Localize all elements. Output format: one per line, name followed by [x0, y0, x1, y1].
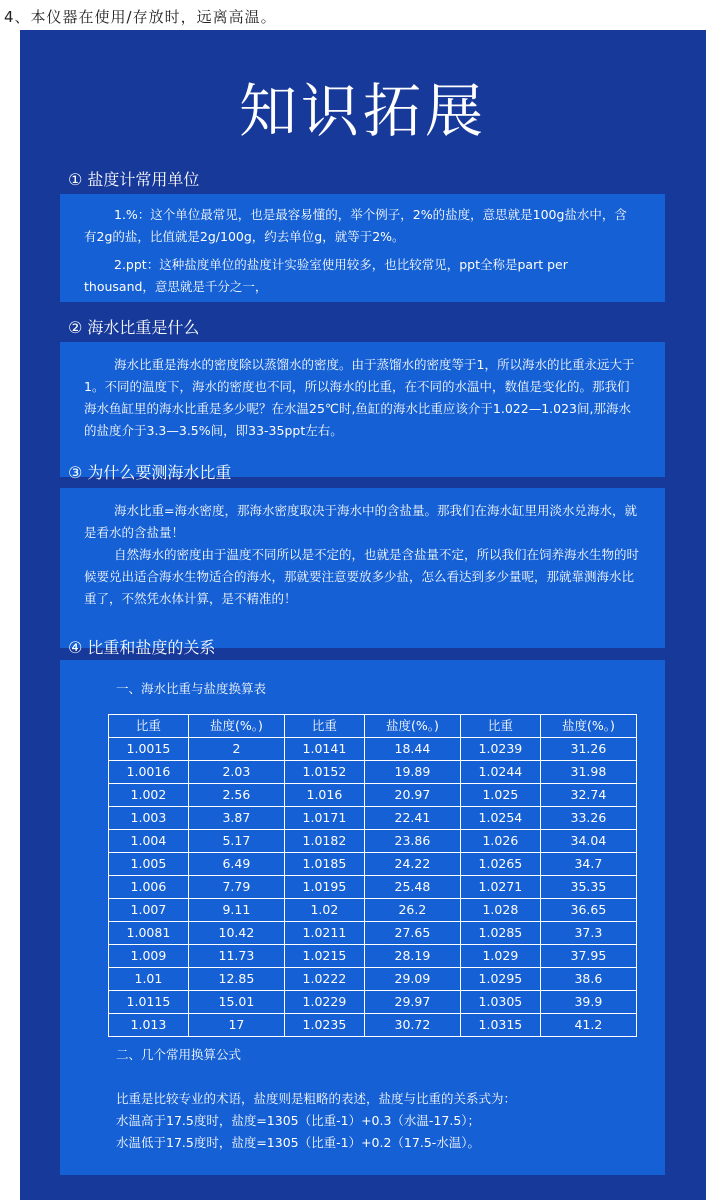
table-row — [109, 1014, 637, 1037]
table-cell: 33.26 — [540, 807, 636, 830]
table-cell: 34.7 — [540, 853, 636, 876]
table-cell: 1.02 — [284, 899, 364, 922]
table-cell: 1.0239 — [460, 738, 540, 761]
table-cell: 2.56 — [188, 784, 284, 807]
section-heading-units: ① 盐度计常用单位 — [68, 170, 200, 189]
formula-title: 二、几个常用换算公式 — [116, 1047, 242, 1062]
table-cell: 12.85 — [188, 968, 284, 991]
table-cell: 1.0081 — [109, 922, 189, 945]
table-cell: 1.005 — [109, 853, 189, 876]
table-cell: 1.029 — [460, 945, 540, 968]
table-row — [109, 899, 637, 922]
table-cell: 27.65 — [364, 922, 460, 945]
table-cell: 10.42 — [188, 922, 284, 945]
table-cell: 1.0115 — [109, 991, 189, 1014]
section-heading-specific-gravity: ② 海水比重是什么 — [68, 318, 200, 337]
table-cell: 22.41 — [364, 807, 460, 830]
section-box-relation — [60, 660, 665, 1175]
table-cell: 1.0285 — [460, 922, 540, 945]
table-header-cell: 比重 — [109, 715, 189, 738]
knowledge-panel — [20, 30, 706, 1200]
table-cell: 17 — [188, 1014, 284, 1037]
table-cell: 1.0254 — [460, 807, 540, 830]
table-cell: 1.026 — [460, 830, 540, 853]
table-cell: 1.0182 — [284, 830, 364, 853]
table-cell: 1.0016 — [109, 761, 189, 784]
table-cell: 1.006 — [109, 876, 189, 899]
table-cell: 15.01 — [188, 991, 284, 1014]
section-box-why-measure — [60, 488, 665, 648]
table-cell: 1.0015 — [109, 738, 189, 761]
table-cell: 1.0215 — [284, 945, 364, 968]
table-cell: 1.0305 — [460, 991, 540, 1014]
table-cell: 37.3 — [540, 922, 636, 945]
table-cell: 24.22 — [364, 853, 460, 876]
table-row — [109, 991, 637, 1014]
table-row — [109, 761, 637, 784]
table-cell: 1.0211 — [284, 922, 364, 945]
table-cell: 1.013 — [109, 1014, 189, 1037]
formula-line: 比重是比较专业的术语，盐度则是粗略的表述，盐度与比重的关系式为： — [116, 1091, 517, 1106]
table-cell: 35.35 — [540, 876, 636, 899]
table-cell: 30.72 — [364, 1014, 460, 1037]
table-cell: 1.01 — [109, 968, 189, 991]
table-header-cell: 盐度(%。) — [188, 715, 284, 738]
table-cell: 34.04 — [540, 830, 636, 853]
conversion-table — [108, 714, 637, 1037]
table-cell: 1.004 — [109, 830, 189, 853]
table-header-cell: 比重 — [284, 715, 364, 738]
table-row — [109, 968, 637, 991]
table-cell: 20.97 — [364, 784, 460, 807]
table-cell: 36.65 — [540, 899, 636, 922]
formula-block — [116, 1088, 516, 1154]
table-row — [109, 807, 637, 830]
table-cell: 1.0315 — [460, 1014, 540, 1037]
table-cell: 1.0171 — [284, 807, 364, 830]
table-cell: 1.028 — [460, 899, 540, 922]
table-row — [109, 738, 637, 761]
paragraph: 2.ppt：这种盐度单位的盐度计实验室使用较多，也比较常见，ppt全称是part per thousand，意思就是千分之一， — [84, 257, 568, 294]
table-row — [109, 830, 637, 853]
table-cell: 1.0195 — [284, 876, 364, 899]
table-cell: 1.0244 — [460, 761, 540, 784]
table-title: 一、海水比重与盐度换算表 — [116, 681, 267, 696]
table-cell: 29.97 — [364, 991, 460, 1014]
page-title: 知识拓展 — [238, 77, 487, 145]
formula-line: 水温低于17.5度时，盐度=1305（比重-1）+0.2（17.5-水温）。 — [116, 1135, 481, 1150]
table-cell: 1.0152 — [284, 761, 364, 784]
table-cell: 32.74 — [540, 784, 636, 807]
section-heading-relation: ④ 比重和盐度的关系 — [68, 638, 216, 657]
table-row — [109, 784, 637, 807]
table-cell: 3.87 — [188, 807, 284, 830]
table-cell: 37.95 — [540, 945, 636, 968]
table-cell: 1.0271 — [460, 876, 540, 899]
table-cell: 1.025 — [460, 784, 540, 807]
table-cell: 1.0295 — [460, 968, 540, 991]
table-header-cell: 盐度(%。) — [540, 715, 636, 738]
paragraph: 自然海水的密度由于温度不同所以是不定的，也就是含盐量不定，所以我们在饲养海水生物的时候要兑出适合海水生物适合的海水，那就要注意要放多少盐，怎么看达到多少量呢，那就靠测海水比重了，不然凭水体计算，是不精准的！ — [84, 547, 640, 606]
table-header-cell: 盐度(%。) — [364, 715, 460, 738]
table-cell: 1.0265 — [460, 853, 540, 876]
table-cell: 2 — [188, 738, 284, 761]
table-cell: 25.48 — [364, 876, 460, 899]
paragraph: 海水比重是海水的密度除以蒸馏水的密度。由于蒸馏水的密度等于1，所以海水的比重永远大于1。不同的温度下，海水的密度也不同，所以海水的比重，在不同的水温中，数值是变化的。那我们海水鱼缸里的海水比重是多少呢？在水温25℃时,鱼缸的海水比重应该介于1.022—1.023间,那海水的盐度介于3.3—3.5%间，即33-35ppt左右。 — [84, 357, 635, 438]
table-cell: 9.11 — [188, 899, 284, 922]
section-box-specific-gravity — [60, 342, 665, 477]
table-cell: 19.89 — [364, 761, 460, 784]
table-cell: 1.007 — [109, 899, 189, 922]
table-row — [109, 945, 637, 968]
table-cell: 11.73 — [188, 945, 284, 968]
table-row — [109, 853, 637, 876]
table-cell: 7.79 — [188, 876, 284, 899]
table-cell: 26.2 — [364, 899, 460, 922]
table-cell: 41.2 — [540, 1014, 636, 1037]
table-cell: 5.17 — [188, 830, 284, 853]
table-header-row — [109, 715, 637, 738]
table-cell: 38.6 — [540, 968, 636, 991]
table-cell: 1.0229 — [284, 991, 364, 1014]
table-cell: 2.03 — [188, 761, 284, 784]
top-note: 4、本仪器在使用/存放时，远离高温。 — [4, 8, 277, 26]
table-cell: 6.49 — [188, 853, 284, 876]
table-cell: 28.19 — [364, 945, 460, 968]
table-cell: 23.86 — [364, 830, 460, 853]
table-cell: 1.002 — [109, 784, 189, 807]
table-cell: 1.009 — [109, 945, 189, 968]
paragraph: 海水比重=海水密度，那海水密度取决于海水中的含盐量。那我们在海水缸里用淡水兑海水，就是看水的含盐量！ — [84, 503, 637, 540]
table-cell: 31.26 — [540, 738, 636, 761]
table-row — [109, 922, 637, 945]
table-cell: 29.09 — [364, 968, 460, 991]
table-cell: 1.0141 — [284, 738, 364, 761]
table-cell: 31.98 — [540, 761, 636, 784]
table-cell: 1.016 — [284, 784, 364, 807]
table-row — [109, 876, 637, 899]
table-cell: 1.0235 — [284, 1014, 364, 1037]
table-header-cell: 比重 — [460, 715, 540, 738]
table-cell: 1.003 — [109, 807, 189, 830]
table-cell: 39.9 — [540, 991, 636, 1014]
table-cell: 18.44 — [364, 738, 460, 761]
formula-line: 水温高于17.5度时，盐度=1305（比重-1）+0.3（水温-17.5）； — [116, 1113, 481, 1128]
section-box-units — [60, 194, 665, 302]
table-cell: 1.0185 — [284, 853, 364, 876]
paragraph: 1.%：这个单位最常见，也是最容易懂的，举个例子，2%的盐度，意思就是100g盐水中，含有2g的盐，比值就是2g/100g，约去单位g，就等于2%。 — [84, 207, 627, 244]
table-cell: 1.0222 — [284, 968, 364, 991]
section-heading-why-measure: ③ 为什么要测海水比重 — [68, 463, 232, 482]
